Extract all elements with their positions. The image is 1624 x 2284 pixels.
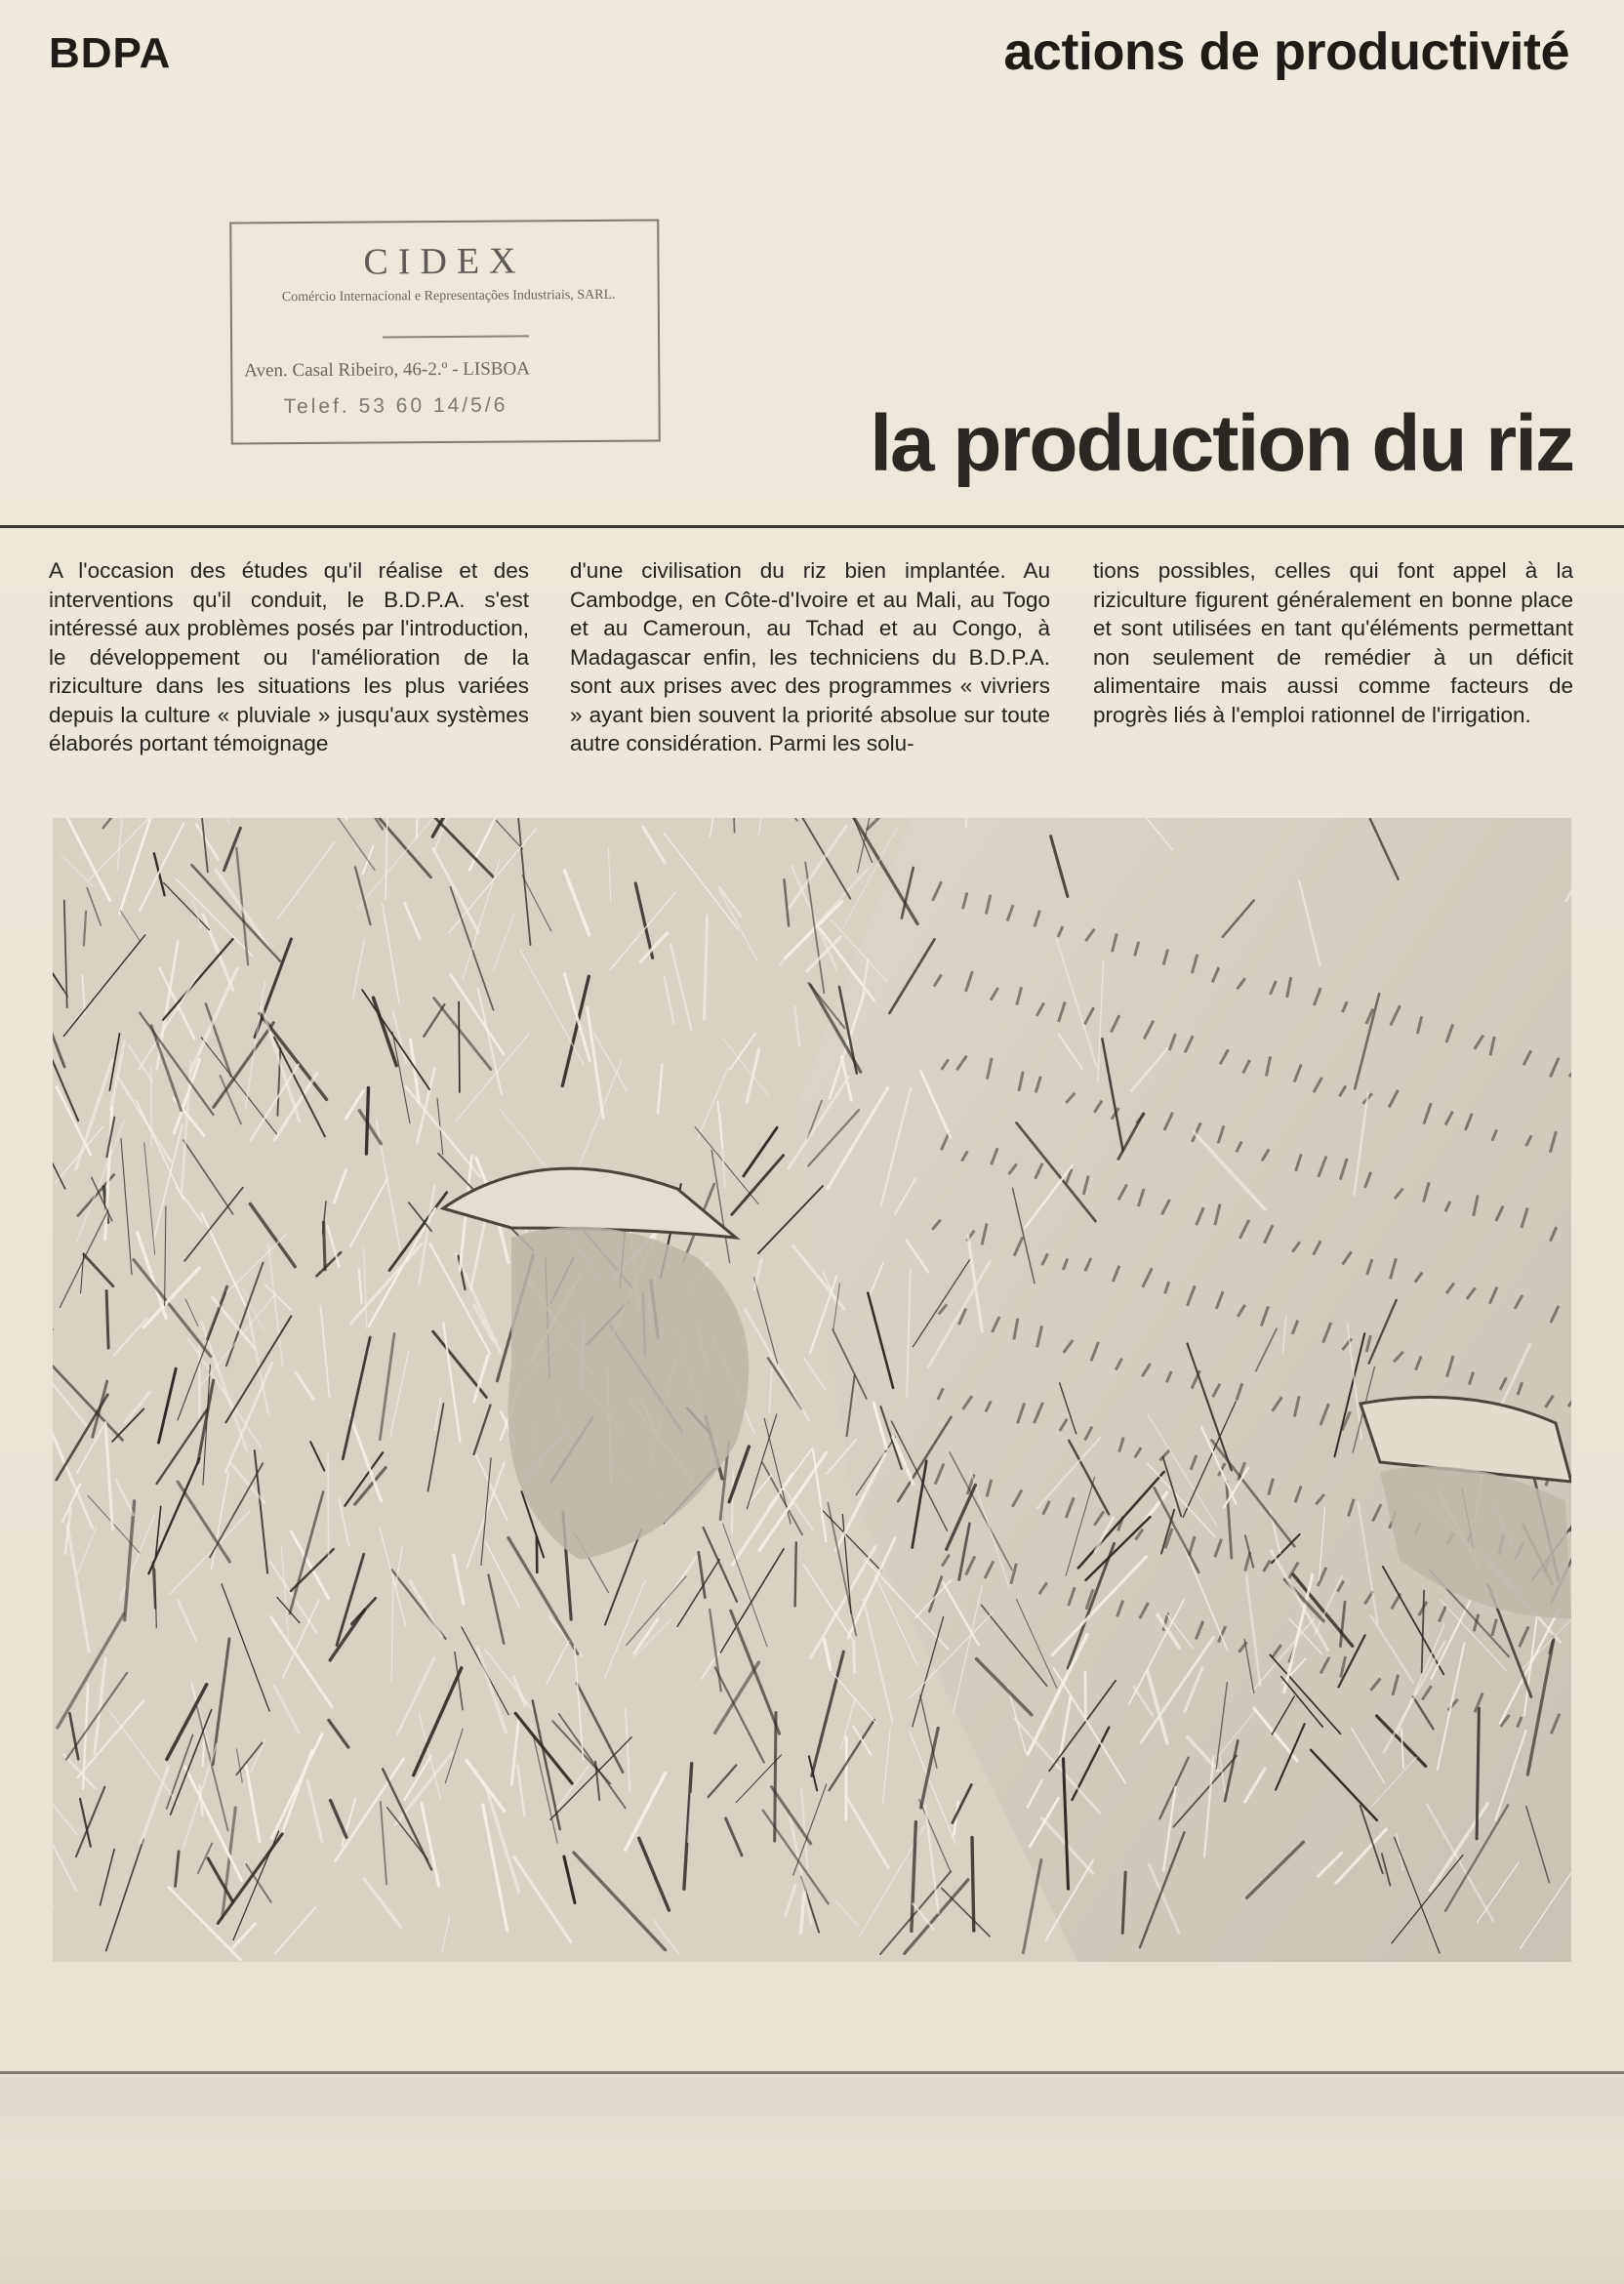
cidex-stamp	[229, 219, 661, 444]
rice-blade	[106, 1290, 108, 1348]
stamp-address: Aven. Casal Ribeiro, 46-2.º - LISBOA	[244, 358, 530, 382]
stamp-company: CIDEX	[363, 240, 526, 283]
top-divider	[0, 525, 1624, 528]
rice-blade	[1085, 1672, 1086, 1721]
stamp-telephone: Telef. 53 60 14/5/6	[283, 393, 508, 419]
bdpa-logo: BDPA	[49, 29, 172, 77]
bottom-margin	[0, 2077, 1624, 2284]
bottom-divider	[0, 2071, 1624, 2074]
article-column-3: tions possibles, celles qui font appel à la riziculture figurent généralement en bonne place et sont utilisées en tant qu'éléments permettant non seulement de remédier à un déficit alimentaire mais aussi comme facteurs de progrès liés à l'emploi rationnel de l'irrigation.	[1093, 558, 1573, 727]
rice-blade	[854, 1642, 855, 1672]
rice-blade	[151, 1066, 152, 1146]
rice-blade	[795, 1542, 796, 1606]
rice-blade	[459, 1001, 460, 1092]
rice-blade	[972, 1838, 974, 1931]
rice-blade	[846, 1737, 847, 1819]
series-title: actions de productivité	[1003, 22, 1569, 81]
rice-field-photo	[53, 818, 1571, 1962]
rice-blade	[324, 1222, 326, 1270]
stamp-tagline: Comércio Internacional e Representações Industriais, SARL.	[281, 287, 616, 306]
article-title: la production du riz	[870, 399, 1573, 488]
stamp-rule	[383, 335, 529, 338]
article-column-2: d'une civilisation du riz bien implantée. Au Cambodge, en Côte-d'Ivoire et au Mali, au Togo et au Cameroun, au Tchad et au Congo, à Madagascar enfin, les techniciens du B.D.P.A. sont aux prises avec des programmes « vivriers » ayant bien souvent la priorité absolue sur toute autre considération. Parmi les solu-	[570, 558, 1050, 755]
article-column-1: A l'occasion des études qu'il réalise et des interventions qu'il conduit, le B.D.P.A. s'est intéressé aux problèmes posés par l'introduction, le développement ou l'amélioration de la riziculture dans les situations les plus variées depuis la culture « pluviale » jusqu'aux systèmes élaborés portant témoignage	[49, 558, 529, 755]
rice-blade	[775, 1713, 776, 1842]
rice-blade	[328, 1451, 329, 1557]
rice-field-illustration	[53, 818, 1571, 1962]
